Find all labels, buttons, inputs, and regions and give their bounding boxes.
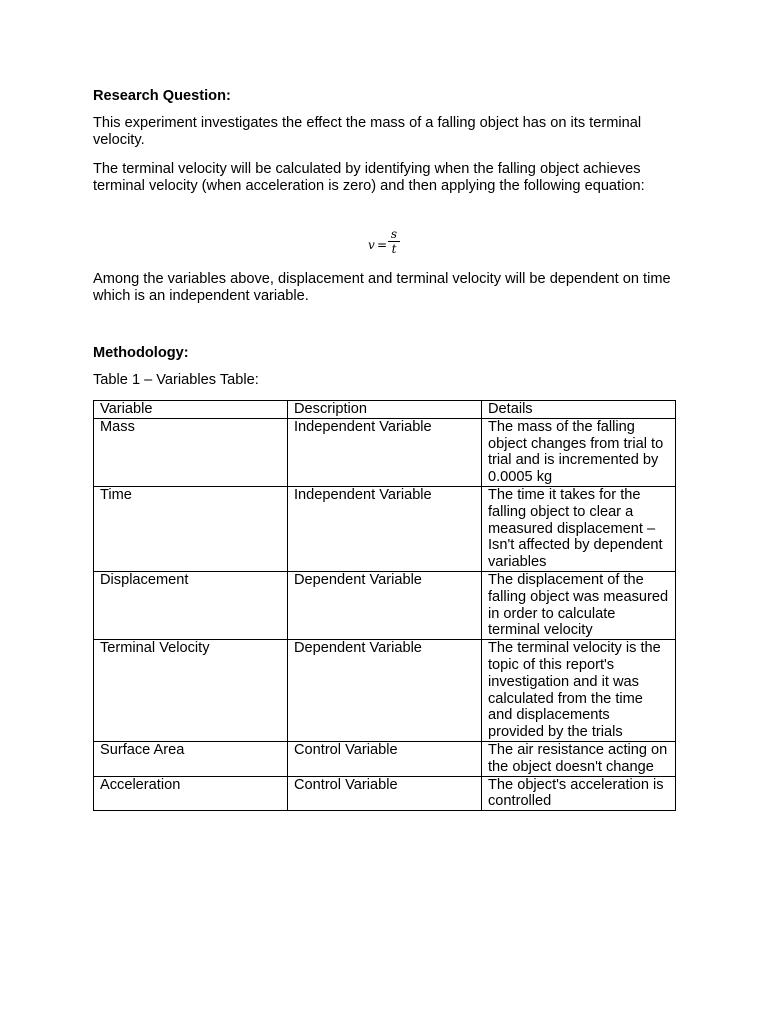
variables-table [93, 400, 676, 811]
terminal-velocity-paragraph: The terminal velocity will be calculated by identifying when the falling object achieves terminal velocity (when acceleration is zero) and then applying the following equation: [93, 161, 645, 194]
table-row [94, 776, 676, 811]
description-cell: Dependent Variable [288, 640, 482, 742]
details-cell: The mass of the falling object changes from trial to trial and is incremented by 0.0005 kg [482, 418, 676, 486]
variable-cell: Terminal Velocity [94, 640, 288, 742]
table-row [94, 571, 676, 639]
details-cell: The terminal velocity is the topic of this report's investigation and it was calculated from the time and displacements provided by the trials [482, 640, 676, 742]
variable-cell: Mass [94, 418, 288, 486]
velocity-equation [368, 228, 408, 262]
variable-cell: Acceleration [94, 776, 288, 811]
equation-numerator: s [388, 228, 400, 242]
table-caption: Table 1 – Variables Table: [93, 372, 259, 388]
research-question-heading: Research Question: [93, 88, 231, 104]
details-cell: The displacement of the falling object was measured in order to calculate terminal velocity [482, 571, 676, 639]
variables-dependency-paragraph: Among the variables above, displacement and terminal velocity will be dependent on time which is an independent variable. [93, 271, 671, 304]
table-row [94, 418, 676, 486]
table-header-cell: Details [482, 401, 676, 419]
variable-cell: Time [94, 486, 288, 571]
table-header-row [94, 401, 676, 419]
equation-velocity-symbol: v [368, 238, 375, 252]
variable-cell: Surface Area [94, 741, 288, 776]
variable-cell: Displacement [94, 571, 288, 639]
equation-fraction [388, 228, 400, 256]
description-cell: Dependent Variable [288, 571, 482, 639]
table-header-cell: Description [288, 401, 482, 419]
research-intro-paragraph: This experiment investigates the effect the mass of a falling object has on its terminal velocity. [93, 115, 642, 148]
description-cell: Control Variable [288, 741, 482, 776]
details-cell: The air resistance acting on the object doesn't change [482, 741, 676, 776]
details-cell: The time it takes for the falling object to clear a measured displacement – Isn't affected by dependent variables [482, 486, 676, 571]
description-cell: Independent Variable [288, 486, 482, 571]
table-row [94, 486, 676, 571]
equation-denominator: t [391, 242, 397, 256]
table-header-cell: Variable [94, 401, 288, 419]
methodology-heading: Methodology: [93, 345, 189, 361]
description-cell: Independent Variable [288, 418, 482, 486]
description-cell: Control Variable [288, 776, 482, 811]
details-cell: The object's acceleration is controlled [482, 776, 676, 811]
table-row [94, 741, 676, 776]
equation-equals-sign: = [377, 238, 388, 252]
table-row [94, 640, 676, 742]
